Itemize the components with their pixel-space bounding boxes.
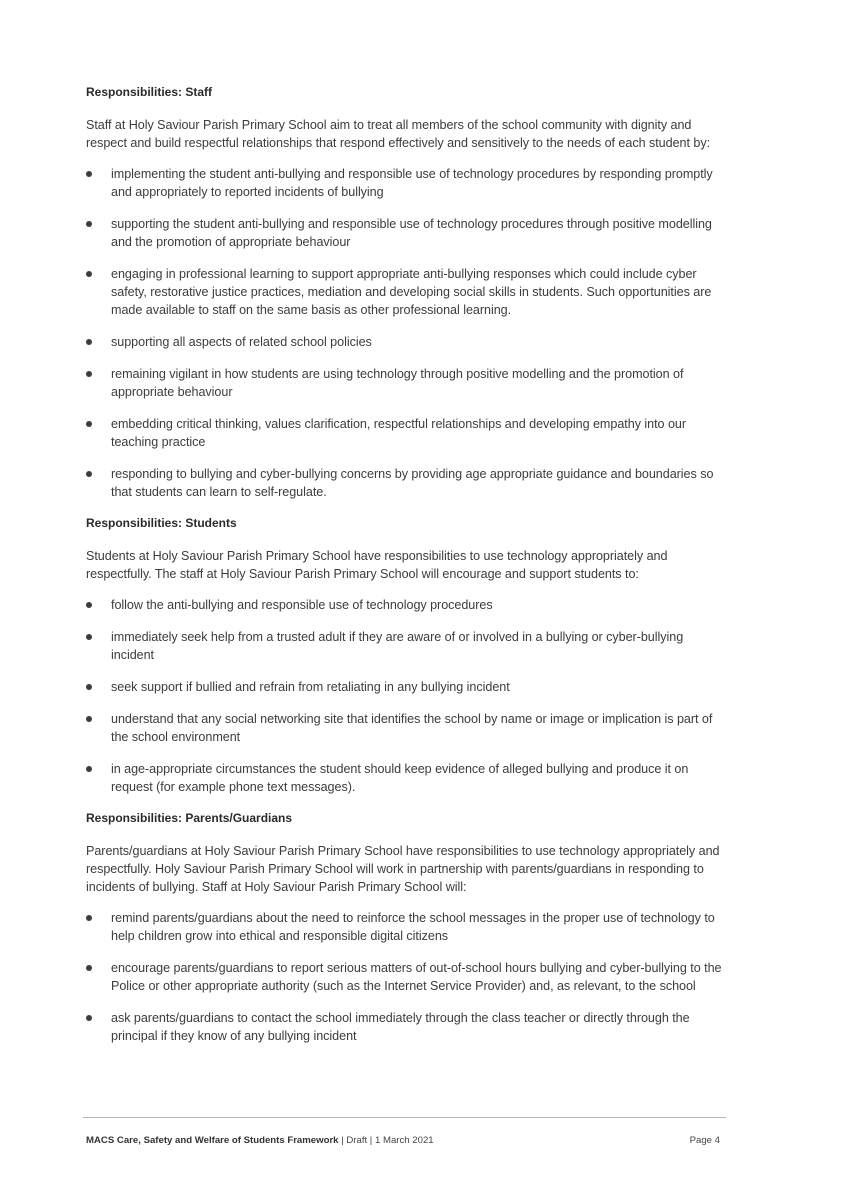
list-item: responding to bullying and cyber-bullying concerns by providing age appropriate guidance and boundaries so that students can learn to self-regulate. — [86, 465, 726, 501]
list-item: implementing the student anti-bullying and responsible use of technology procedures by responding promptly and appropriately to reported incidents of bullying — [86, 165, 726, 201]
list-item: engaging in professional learning to support appropriate anti-bullying responses which could include cyber safety, restorative justice practices, mediation and developing social skills in students. Such opportunities are made available to staff on the same basis as other professional learning. — [86, 265, 726, 319]
section-heading-staff: Responsibilities: Staff — [86, 85, 213, 99]
footer-document-info — [86, 1135, 434, 1146]
footer-doc-title: MACS Care, Safety and Welfare of Students Framework — [86, 1135, 339, 1146]
bullet-icon — [86, 271, 92, 277]
bullet-icon — [86, 171, 92, 177]
list-item: understand that any social networking site that identifies the school by name or image or implication is part of the school environment — [86, 710, 726, 746]
bullet-icon — [86, 716, 92, 722]
section-intro-students: Students at Holy Saviour Parish Primary School have responsibilities to use technology appropriately and respectfully. The staff at Holy Saviour Parish Primary School will encourage and support students to: — [86, 549, 668, 581]
list-item: remaining vigilant in how students are using technology through positive modelling and the promotion of appropriate behaviour — [86, 365, 726, 401]
bullet-icon — [86, 221, 92, 227]
list-item: follow the anti-bullying and responsible use of technology procedures — [86, 596, 726, 614]
page-footer — [86, 1135, 720, 1146]
list-item: remind parents/guardians about the need to reinforce the school messages in the proper use of technology to help children grow into ethical and responsible digital citizens — [86, 909, 726, 945]
list-item: supporting all aspects of related school policies — [86, 333, 726, 351]
bullet-icon — [86, 915, 92, 921]
section-heading-students: Responsibilities: Students — [86, 516, 237, 530]
list-item: seek support if bullied and refrain from retaliating in any bullying incident — [86, 678, 726, 696]
list-item: ask parents/guardians to contact the school immediately through the class teacher or directly through the principal if they know of any bullying incident — [86, 1009, 726, 1045]
bullet-icon — [86, 684, 92, 690]
document-body — [86, 84, 726, 1059]
bullet-icon — [86, 634, 92, 640]
bullet-icon — [86, 1015, 92, 1021]
list-item: in age-appropriate circumstances the student should keep evidence of alleged bullying and produce it on request (for example phone text messages). — [86, 760, 726, 796]
list-item: encourage parents/guardians to report serious matters of out-of-school hours bullying and cyber-bullying to the Police or other appropriate authority (such as the Internet Service Provider) and, as relevant, to the school — [86, 959, 726, 995]
section-intro-staff: Staff at Holy Saviour Parish Primary School aim to treat all members of the school community with dignity and respect and build respectful relationships that respond effectively and sensitively to the needs of each student by: — [86, 118, 711, 150]
bullet-icon — [86, 421, 92, 427]
section-intro-parents: Parents/guardians at Holy Saviour Parish Primary School have responsibilities to use technology appropriately and respectfully. Holy Saviour Parish Primary School will work in partnership with parents/guardians in responding to incidents of bullying. Staff at Holy Saviour Parish Primary School will: — [86, 844, 720, 894]
page-number: Page 4 — [689, 1135, 720, 1146]
bullet-icon — [86, 339, 92, 345]
bullet-icon — [86, 965, 92, 971]
list-item: immediately seek help from a trusted adult if they are aware of or involved in a bullying or cyber-bullying incident — [86, 628, 726, 664]
bullet-list-parents — [86, 909, 726, 1045]
bullet-list-students — [86, 596, 726, 796]
bullet-list-staff — [86, 165, 726, 501]
footer-doc-meta: | Draft | 1 March 2021 — [338, 1135, 434, 1146]
bullet-icon — [86, 471, 92, 477]
section-heading-parents: Responsibilities: Parents/Guardians — [86, 811, 293, 825]
list-item: supporting the student anti-bullying and responsible use of technology procedures through positive modelling and the promotion of appropriate behaviour — [86, 215, 726, 251]
list-item: embedding critical thinking, values clarification, respectful relationships and developing empathy into our teaching practice — [86, 415, 726, 451]
bullet-icon — [86, 602, 92, 608]
bullet-icon — [86, 766, 92, 772]
bullet-icon — [86, 371, 92, 377]
footer-divider — [83, 1117, 726, 1118]
